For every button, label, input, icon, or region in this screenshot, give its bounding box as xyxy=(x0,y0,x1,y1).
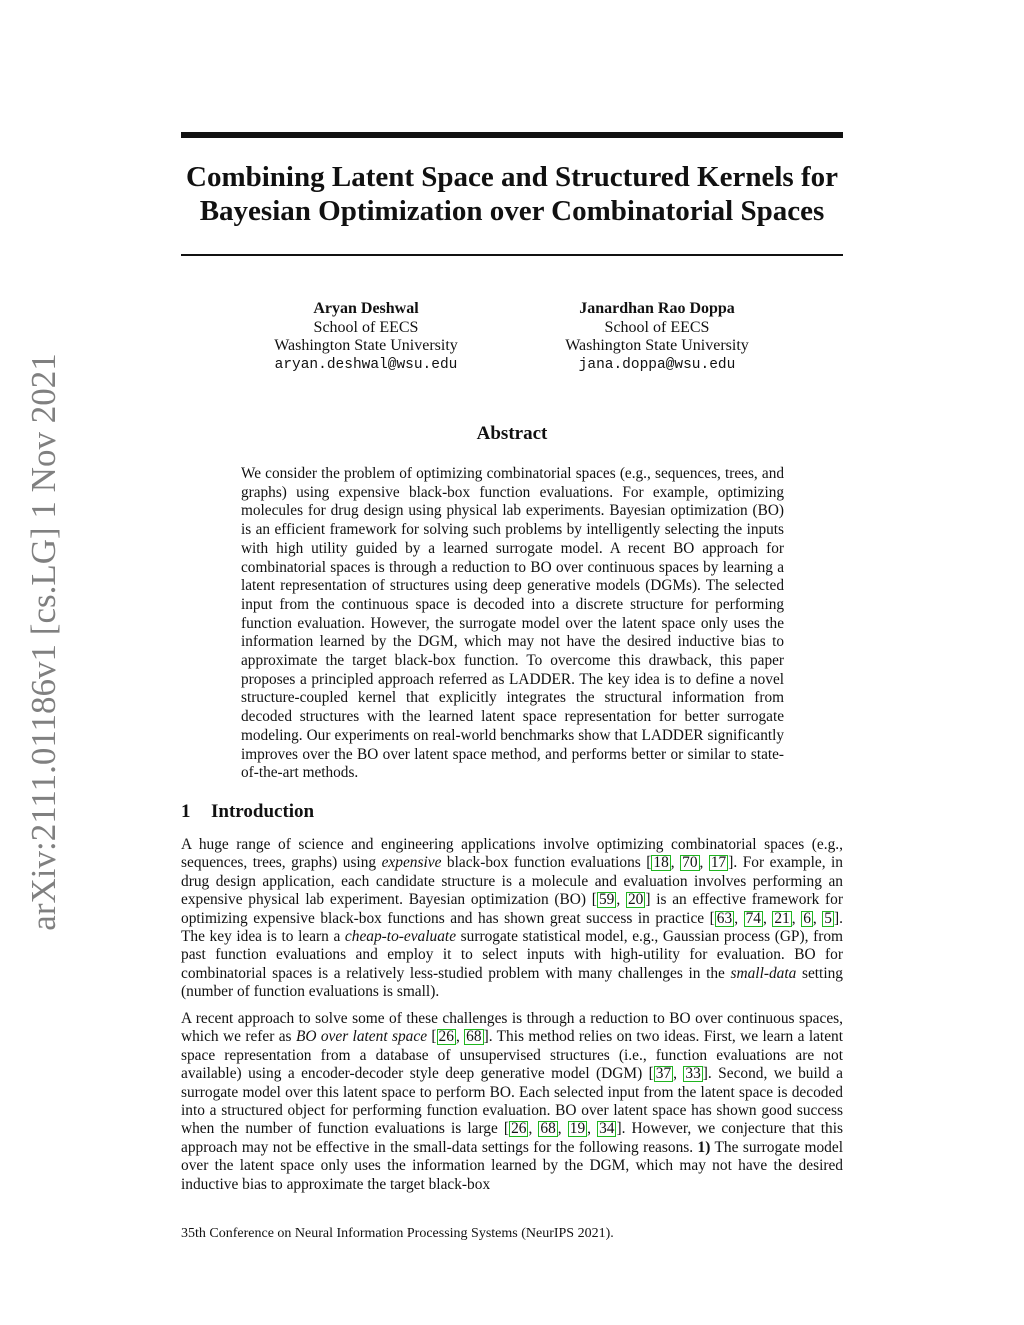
citation-link[interactable]: 18 xyxy=(653,854,669,872)
citation-link[interactable]: 59 xyxy=(598,891,615,909)
abstract-text: We consider the problem of optimizing combinatorial spaces (e.g., sequences, trees, and graphs) using expensive black-box function evaluations. For example, optimizing molecules for drug design using physical lab experiments. Bayesian optimization (BO) is an efficient framework for solving such problems by intelligently selecting the inputs with high utility guided by a learned surrogate model. A recent BO approach for combinatorial spaces is through a reduction to BO over continuous spaces by learning a latent representation of structures using deep generative models (DGMs). The selected input from the continuous space is decoded into a discrete structure for performing function evaluation. However, the surrogate model over the latent space only uses the information learned by the DGM, which may not have the desired inductive bias to approximate the target black-box function. To overcome this drawback, this paper proposes a principled approach referred as LADDER. The key idea is to define a novel structure-coupled kernel that explicitly integrates the structural information from decoded structures with the learned latent space representation for better surrogate modeling. Our experiments on real-world benchmarks show that LADDER significantly improves over the BO over latent space method, and performs better or similar to state-of-the-art methods. xyxy=(241,465,784,782)
author-email[interactable]: jana.doppa@wsu.edu xyxy=(578,356,736,373)
citation-link[interactable]: 63 xyxy=(716,909,733,927)
section-number: 1 xyxy=(181,801,191,822)
author-affiliation: Washington State University xyxy=(274,337,458,354)
intro-paragraph-2: A recent approach to solve some of these challenges is through a reduction to BO over continuous spaces, which we refer as BO over latent space [ 26 , 68 ]. This method relies on two ideas. First, we learn a latent space representation from a database of unsupervised structures (i.e., function evaluations are not available) using a encoder-decoder style deep generative model (DGM) [ 37 , 33 ]. Second, we build a surrogate model over this latent space to perform BO. Each selected input from the latent space is decoded into a structured object for performing function evaluation. BO over latent space has shown good success when the number of function evaluations is large [ 26 , 68 , 19 , 34 ]. However, we conjecture that this approach may not be effective in the small-data settings for the following reasons. 1) The surrogate model over the latent space only uses the information learned by the DGM, which may not have the desired inductive bias to approximate the target black-box xyxy=(181,1010,844,1193)
conference-footer: 35th Conference on Neural Information Processing Systems (NeurIPS 2021). xyxy=(181,1226,614,1241)
section-title: Introduction xyxy=(211,801,315,822)
citation-link[interactable]: 6 xyxy=(803,909,811,927)
citation-link[interactable]: 26 xyxy=(438,1028,454,1046)
title-line-1: Combining Latent Space and Structured Kernels for xyxy=(186,161,838,193)
author-block-1 xyxy=(246,300,486,374)
citation-link[interactable]: 17 xyxy=(710,854,727,872)
citation-link[interactable]: 33 xyxy=(685,1065,701,1083)
intro-paragraph-1: A huge range of science and engineering applications involve optimizing combinatorial spaces (e.g., sequences, trees, graphs) using expensive black-box function evaluations [ 18 , 70 , 17 ]. For example, in drug design application, each candidate structure is a molecule and evaluation involves performing an expensive physical lab experiment. Bayesian optimization (BO) [ 59 , 20 ] is an effective framework for optimizing expensive black-box functions and has shown great success in practice [ 63 , 74 , 21 , 6 , 5 ]. The key idea is to learn a cheap-to-evaluate surrogate statistical model, e.g., Gaussian process (GP), from past function evaluations and employ it to select inputs with high-utility for evaluation. BO for combinatorial spaces is a relatively less-studied problem with many challenges in the small-data setting (number of function evaluations is small). xyxy=(181,836,844,1001)
citation-link[interactable]: 68 xyxy=(540,1120,556,1138)
paper-title xyxy=(181,160,843,228)
citation-link[interactable]: 26 xyxy=(511,1120,527,1138)
top-rule xyxy=(181,132,843,138)
title-rule xyxy=(181,254,843,256)
section-heading xyxy=(181,801,314,823)
citation-link[interactable]: 5 xyxy=(824,909,832,927)
citation-link[interactable]: 68 xyxy=(466,1028,482,1046)
citation-link[interactable]: 21 xyxy=(774,909,790,927)
title-line-2: Bayesian Optimization over Combinatorial Spaces xyxy=(199,195,825,227)
author-name: Aryan Deshwal xyxy=(313,300,419,317)
citation-link[interactable]: 37 xyxy=(655,1065,672,1083)
author-department: School of EECS xyxy=(313,318,419,336)
citation-link[interactable]: 70 xyxy=(682,854,698,872)
citation-link[interactable]: 20 xyxy=(627,891,644,909)
citation-link[interactable]: 74 xyxy=(745,909,761,927)
author-affiliation: Washington State University xyxy=(565,337,749,354)
abstract-heading: Abstract xyxy=(476,423,548,444)
author-department: School of EECS xyxy=(604,318,710,336)
author-block-2 xyxy=(537,300,777,374)
arxiv-stamp: arXiv:2111.01186v1 [cs.LG] 1 Nov 2021 xyxy=(24,353,63,931)
author-name: Janardhan Rao Doppa xyxy=(579,300,735,317)
citation-link[interactable]: 19 xyxy=(569,1120,586,1138)
author-email[interactable]: aryan.deshwal@wsu.edu xyxy=(274,356,458,373)
citation-link[interactable]: 34 xyxy=(599,1120,615,1138)
